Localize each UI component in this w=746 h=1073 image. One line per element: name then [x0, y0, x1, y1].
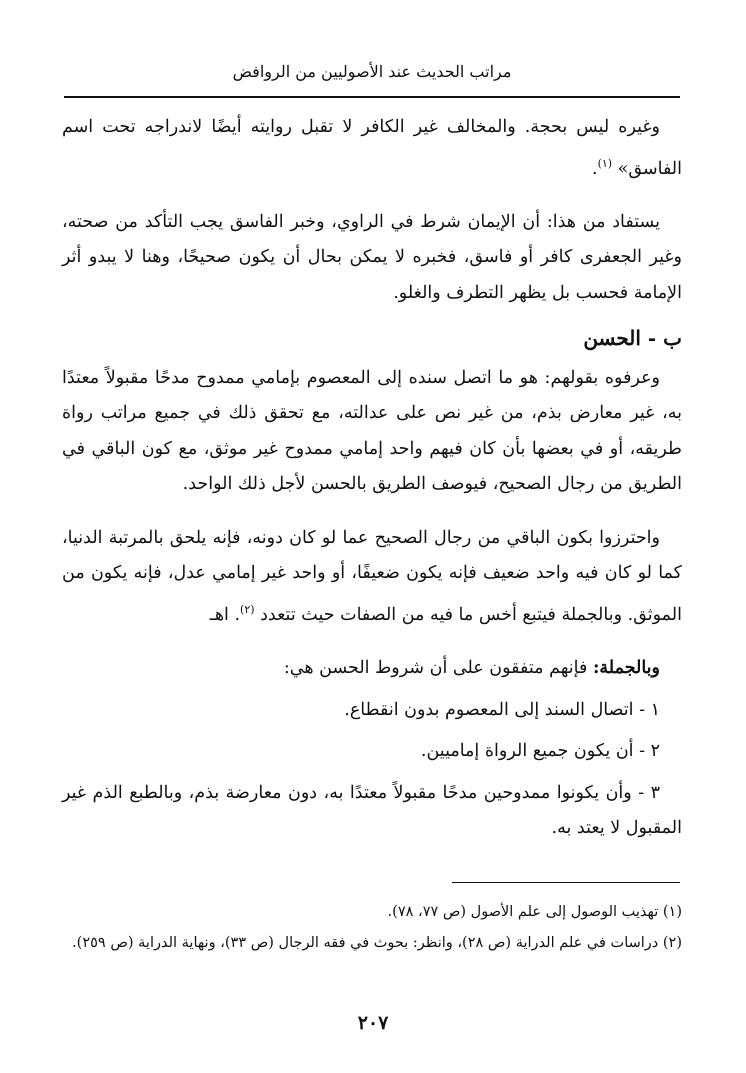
paragraph-4	[62, 521, 682, 633]
paragraph-4-text: واحترزوا بكون الباقي من رجال الصحيح عما لو كان دونه، فإنه يلحق بالمرتبة الدنيا، كما لو كان فيه واحد ضعيف فإنه يكون ضعيفًا، أو واحد غير إمامي عدل، فإنه يكون من الموثق. وبالجملة فيتبع أخس ما فيه من الصفات حيث تتعدد	[62, 527, 682, 625]
paragraph-3: وعرفوه بقولهم: هو ما اتصل سنده إلى المعصوم بإمامي ممدوح مدحًا مقبولاً معتدًا به، غير معارض بذم، من غير نص على عدالته، مع تحقق ذلك في جميع مراتب رواة طريقه، أو في بعضها بأن كان فيهم واحد إمامي ممدوح غير موثق، مع كون الباقي في الطريق من رجال الصحيح، فيوصف الطريق بالحسن لأجل ذلك الواحد.	[62, 367, 682, 495]
body-text	[62, 110, 682, 847]
footnote-2: (٢) دراسات في علم الدراية (ص ٢٨)، وانظر: بحوث في فقه الرجال (ص ٣٣)، ونهاية الدراية (ص ٢٥٩).	[72, 935, 682, 951]
paragraph-4-end: . اهـ	[209, 604, 241, 625]
paragraph-1-text: وغيره ليس بحجة. والمخالف غير الكافر لا تقبل روايته أيضًا لاندراجه تحت اسم الفاسق»	[62, 117, 682, 179]
list-item: ٢ - أن يكون جميع الرواة إماميين.	[420, 741, 660, 762]
summary-text: فإنهم متفقون على أن شروط الحسن هي:	[283, 658, 593, 679]
paragraph-2: يستفاد من هذا: أن الإيمان شرط في الراوي، وخبر الفاسق يجب التأكد من صحته، وغير الجعفرى كافر أو فاسق، فخبره لا يمكن بحال أن يكون صحيحًا، وهنا لا يبدو أثر الإمامة فحسب بل يظهر التطرف والغلو.	[62, 211, 682, 303]
running-header: مراتب الحديث عند الأصوليين من الروافض	[232, 62, 512, 81]
footnote-rule	[452, 882, 680, 883]
footnotes	[62, 898, 682, 960]
summary-line	[62, 651, 682, 687]
page-number: ٢٠٧	[357, 1012, 389, 1034]
summary-bold: وبالجملة:	[592, 658, 660, 679]
list-item: ٣ - وأن يكونوا ممدوحين مدحًا مقبولاً معتدًا به، دون معارضة بذم، وبالطبع الذم غير المقبول لا يعتد به.	[62, 782, 682, 839]
footnote-ref-1: (١)	[597, 156, 613, 170]
footnote-1: (١) تهذيب الوصول إلى علم الأصول (ص ٧٧، ٧٨).	[387, 904, 682, 920]
paragraph-1-end: .	[591, 158, 598, 179]
paragraph-1	[62, 110, 682, 187]
list-item: ١ - اتصال السند إلى المعصوم بدون انقطاع.	[344, 699, 660, 720]
header-rule	[64, 96, 680, 98]
footnote-ref-2: (٢)	[240, 602, 255, 616]
section-heading: ب - الحسن	[583, 326, 682, 351]
